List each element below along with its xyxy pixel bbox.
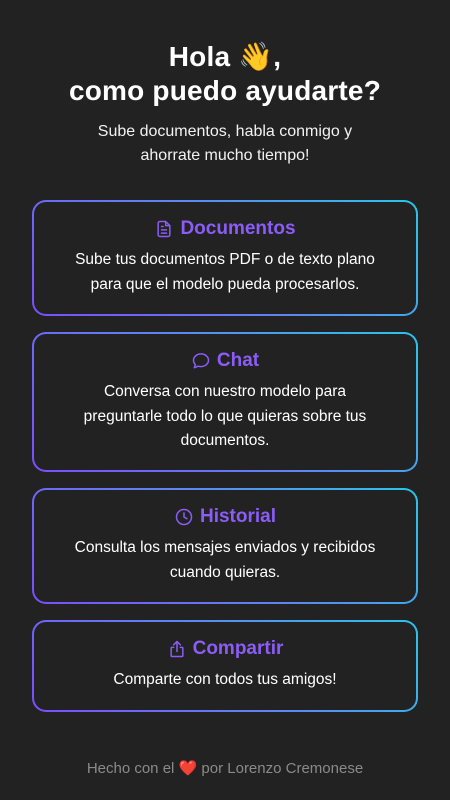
heart-icon: ❤️	[178, 759, 198, 777]
footer-prefix: Hecho con el	[86, 760, 175, 777]
hero-subtitle-line-1: Sube documentos, habla conmigo y	[97, 123, 353, 140]
card-title: Historial	[199, 506, 277, 527]
card-description	[34, 536, 416, 585]
hero-title-comma: ,	[273, 41, 282, 72]
card-description	[34, 380, 416, 454]
document-icon	[154, 219, 174, 239]
hero-title-hello: Hola	[168, 41, 231, 72]
hero-title	[0, 40, 450, 108]
card-line: para que el modelo pueda procesarlos.	[90, 275, 360, 293]
hero-subtitle-line-2: ahorrate mucho tiempo!	[140, 147, 310, 164]
wave-emoji-icon: 👋	[238, 40, 274, 73]
card-line: Conversa con nuestro modelo para	[103, 383, 347, 400]
feature-card-historial[interactable]	[32, 488, 418, 604]
footer-credit	[0, 758, 450, 779]
card-header	[34, 348, 416, 374]
card-description	[34, 248, 416, 297]
feature-card-chat[interactable]	[32, 332, 418, 472]
card-header	[34, 216, 416, 242]
card-title: Documentos	[180, 218, 296, 239]
card-title: Chat	[216, 350, 260, 371]
card-header	[34, 636, 416, 662]
card-line: preguntarle todo lo que quieras sobre tus	[83, 407, 367, 425]
card-title: Compartir	[192, 638, 284, 659]
card-line: Sube tus documentos PDF o de texto plano	[75, 251, 375, 268]
share-icon	[167, 639, 187, 659]
chat-bubble-icon	[191, 351, 211, 371]
clock-icon	[174, 507, 194, 527]
feature-card-documentos[interactable]	[32, 200, 418, 316]
footer-suffix: por Lorenzo Cremonese	[201, 760, 364, 777]
hero-subtitle	[0, 120, 450, 168]
card-line: Comparte con todos tus amigos!	[113, 671, 337, 688]
hero-section	[0, 40, 450, 168]
card-line: documentos.	[180, 432, 270, 449]
card-line: cuando quieras.	[169, 563, 281, 581]
hero-title-question: como puedo ayudarte?	[68, 75, 382, 106]
feature-card-compartir[interactable]	[32, 620, 418, 712]
card-line: Consulta los mensajes enviados y recibidos	[74, 539, 376, 556]
card-header	[34, 504, 416, 530]
card-description	[34, 668, 416, 693]
